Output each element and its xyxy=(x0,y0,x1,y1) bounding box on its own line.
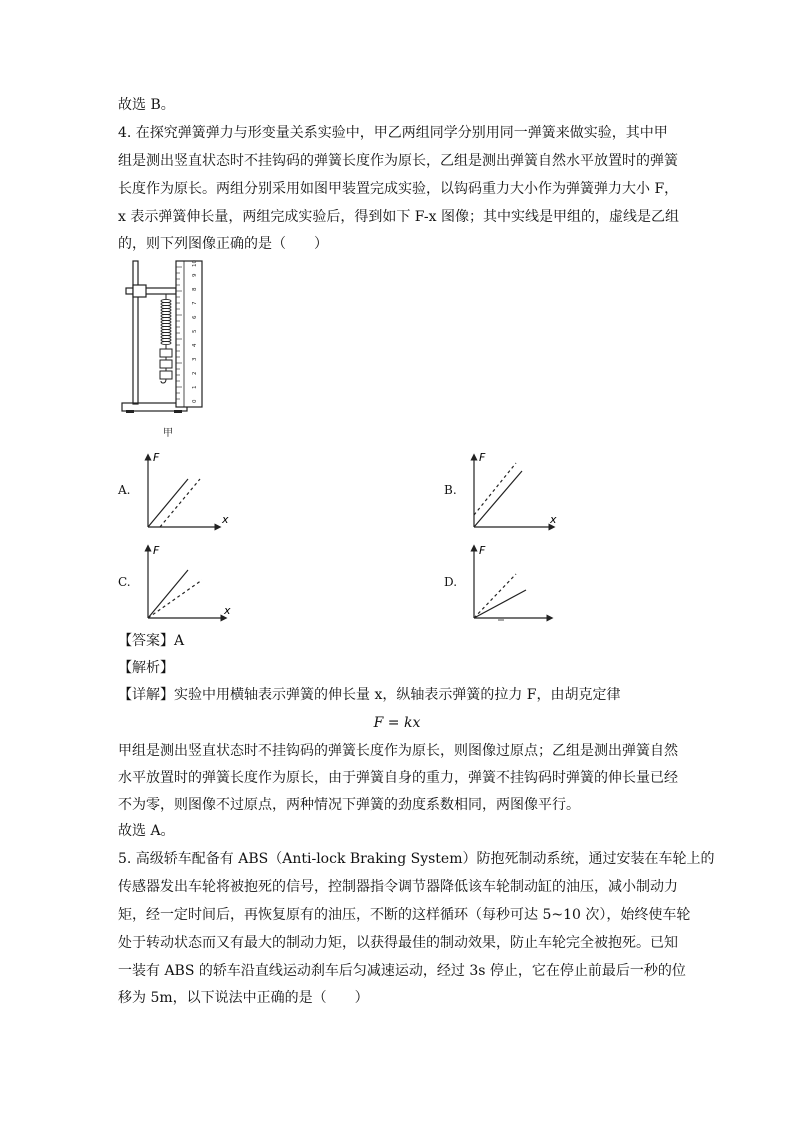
x-axis-label: x xyxy=(550,513,557,526)
detail-text: 【详解】实验中用横轴表示弹簧的伸长量 x，纵轴表示弹簧的拉力 F，由胡克定律 xyxy=(118,687,621,703)
conclusion: 故选 A。 xyxy=(118,823,175,839)
question-5-text: 一装有 ABS 的轿车沿直线运动刹车后匀减速运动，经过 3s 停止，它在停止前最后一秒的位 xyxy=(118,963,686,979)
ruler-tick-label: 10 xyxy=(192,260,198,267)
ruler-tick-label: 0 xyxy=(192,399,198,403)
question-4-text: 长度作为原长。两组分别采用如图甲装置完成实验，以钩码重力大小作为弹簧弹力大小 F， xyxy=(118,181,679,197)
option-d-label: D. xyxy=(444,575,458,589)
option-b-label: B. xyxy=(444,483,457,497)
question-4-text: 组是测出竖直状态时不挂钩码的弹簧长度作为原长，乙组是测出弹簧自然水平放置时的弹簧 xyxy=(118,153,678,169)
question-4-text: x 表示弹簧伸长量，两组完成实验后，得到如下 F-x 图像；其中实线是甲组的，虚线是乙组 xyxy=(118,209,679,225)
question-4-text: 的，则下列图像正确的是（ ） xyxy=(118,236,328,252)
dashed-line xyxy=(474,574,516,618)
text-line: 故选 B。 xyxy=(118,97,175,113)
ruler-tick-label: 9 xyxy=(192,273,198,277)
formula: F = kx xyxy=(373,715,421,731)
option-b-graph xyxy=(464,449,564,531)
option-a-label: A. xyxy=(118,483,131,497)
solid-line xyxy=(474,590,526,618)
question-5-text: 移为 5m，以下说法中正确的是（ ） xyxy=(118,990,369,1006)
option-a-graph xyxy=(138,449,238,531)
ruler-tick-label: 4 xyxy=(192,343,198,347)
solid-line xyxy=(474,471,522,527)
detail-text: 甲组是测出竖直状态时不挂钩码的弹簧长度作为原长，则图像过原点；乙组是测出弹簧自然 xyxy=(118,743,678,759)
detail-text: 水平放置时的弹簧长度作为原长，由于弹簧自身的重力，弹簧不挂钩码时弹簧的伸长量已经 xyxy=(118,770,678,786)
option-c-label: C. xyxy=(118,575,131,589)
answer: 【答案】A xyxy=(118,633,185,649)
y-axis-label: F xyxy=(153,544,160,557)
ruler-tick-label: 1 xyxy=(192,385,198,389)
ruler-tick-label: 8 xyxy=(192,287,198,291)
spring-apparatus-figure xyxy=(118,255,218,420)
option-d-graph xyxy=(464,540,564,622)
question-5-text: 处于转动状态而又有最大的制动力矩，以获得最佳的制动效果，防止车轮完全被抱死。已知 xyxy=(118,935,678,951)
analysis-heading: 【解析】 xyxy=(118,660,174,676)
ruler-tick-label: 2 xyxy=(192,371,198,375)
x-axis-label: x xyxy=(222,513,229,526)
question-5-text: 5. 高级轿车配备有 ABS（Anti-lock Braking System）防抱死制动系统，通过安装在车轮上的 xyxy=(118,851,715,867)
ruler-tick-label: 7 xyxy=(192,301,198,305)
figure-caption: 甲 xyxy=(163,428,173,439)
dashed-line xyxy=(474,463,516,515)
y-axis-label: F xyxy=(153,451,160,464)
option-c-graph xyxy=(138,540,238,622)
solid-line xyxy=(148,479,188,527)
y-axis-label: F xyxy=(479,451,486,464)
solid-line xyxy=(148,570,188,618)
question-5-text: 传感器发出车轮将被抱死的信号，控制器指令调节器降低该车轮制动缸的油压，减小制动力 xyxy=(118,879,678,895)
ruler-tick-label: 3 xyxy=(192,357,198,361)
question-5-text: 矩，经一定时间后，再恢复原有的油压，不断的这样循环（每秒可达 5~10 次），始终使车轮 xyxy=(118,907,691,923)
dashed-line xyxy=(160,479,200,527)
y-axis-label: F xyxy=(479,544,486,557)
ruler-tick-label: 5 xyxy=(192,329,198,333)
detail-text: 不为零，则图像不过原点，两种情况下弹簧的劲度系数相同，两图像平行。 xyxy=(118,797,580,813)
ruler-tick-label: 6 xyxy=(192,315,198,319)
x-axis-label: x xyxy=(224,604,231,617)
question-4-text: 4. 在探究弹簧弹力与形变量关系实验中，甲乙两组同学分别用同一弹簧来做实验，其中甲 xyxy=(118,125,668,141)
